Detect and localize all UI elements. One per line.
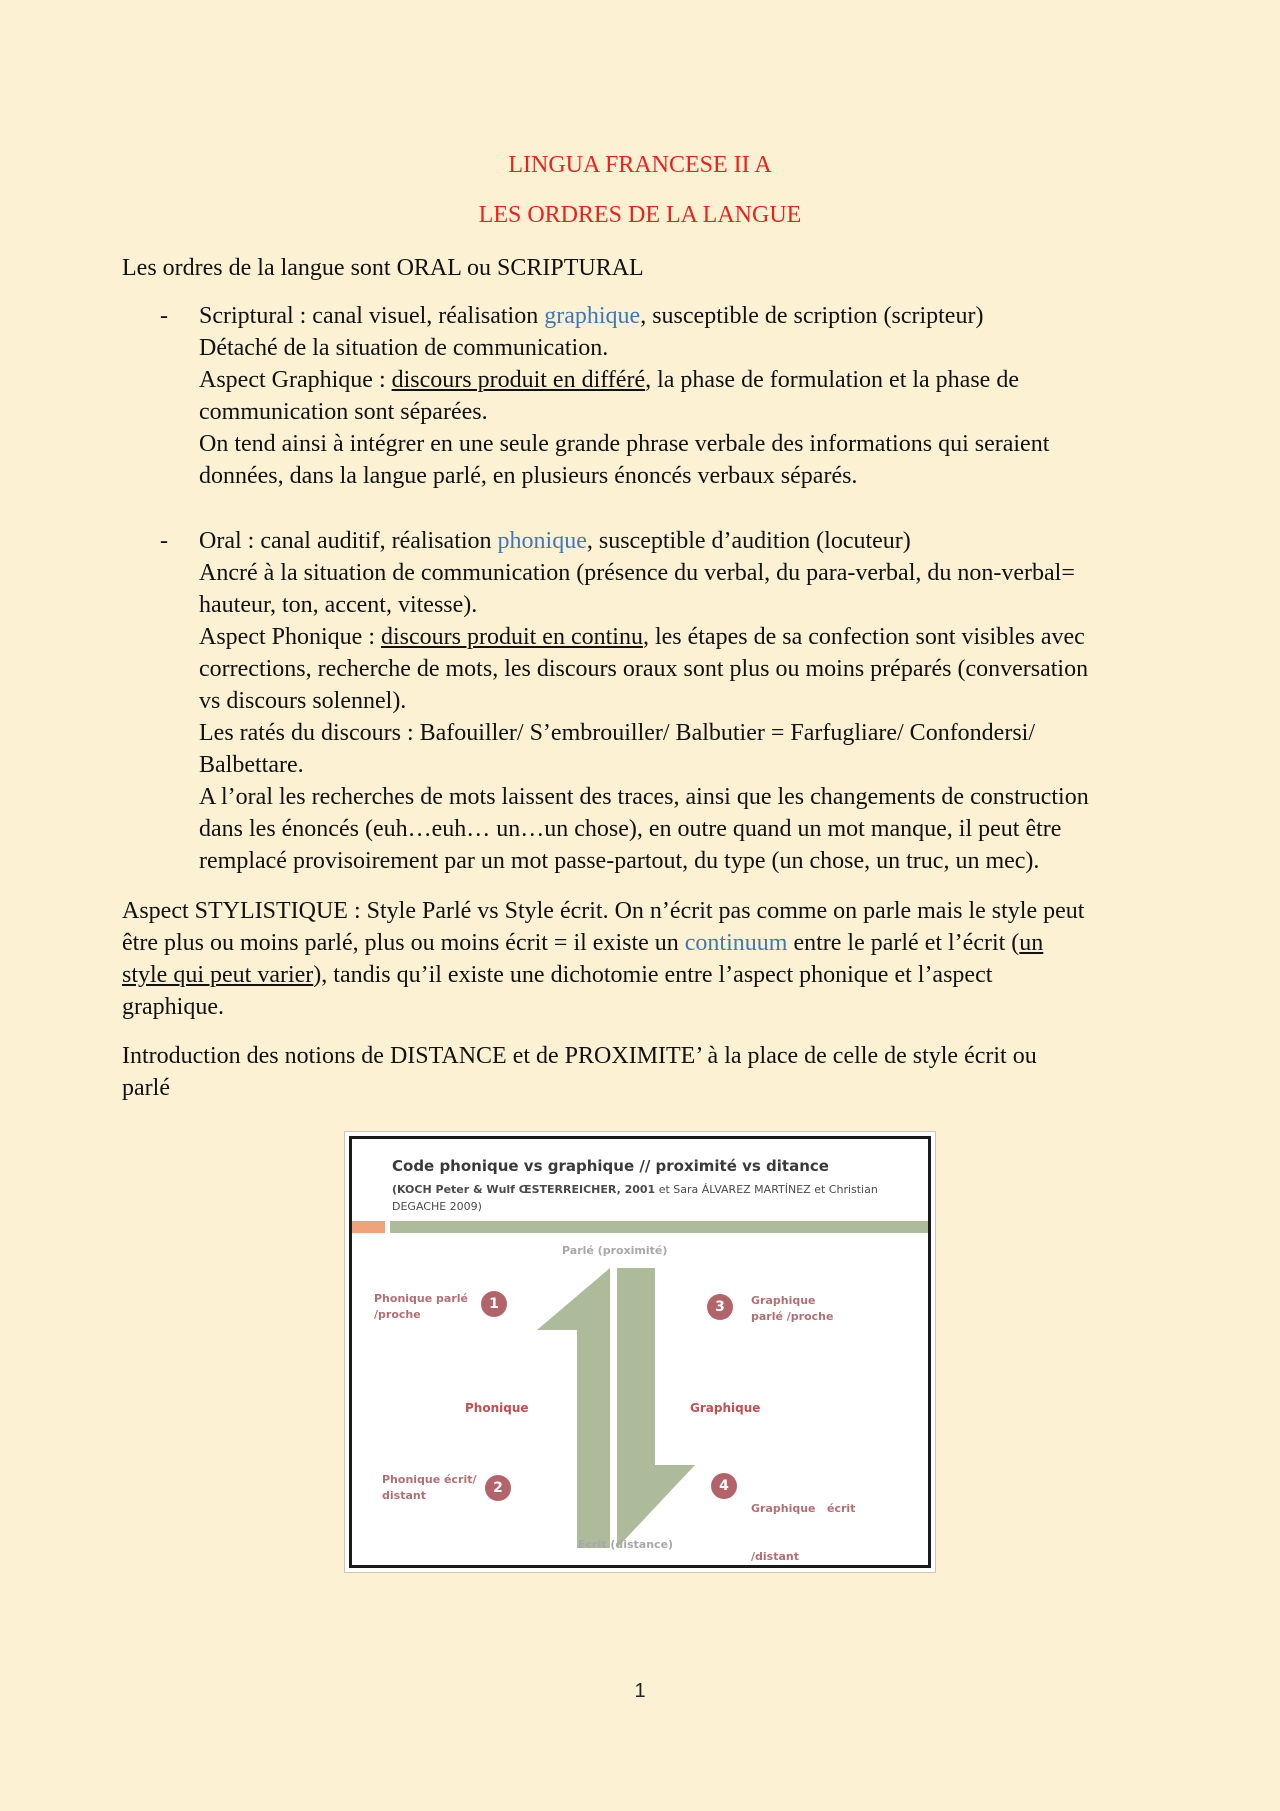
underlined-style-varier: style qui peut varier [122, 962, 314, 988]
diagram-frame [349, 1136, 931, 1568]
text-span: , la phase de formulation et la phase de [645, 367, 1019, 393]
text-span: , les étapes de sa confection sont visibles avec [642, 624, 1085, 650]
scriptural-bullet [199, 300, 1174, 492]
section-title: LES ORDRES DE LA LANGUE [478, 202, 802, 228]
q1-line-1: Phonique parlé [374, 1292, 468, 1305]
q2-line-2: distant [382, 1489, 426, 1502]
stylistique-line-3 [122, 959, 1172, 991]
text-span: , susceptible d’audition (locuteur) [586, 528, 911, 554]
oral-bullet [199, 525, 1174, 877]
scriptural-line-1 [199, 300, 1174, 332]
diagram-title: Code phonique vs graphique // proximité vs ditance [392, 1157, 829, 1175]
label-parle-proximite: Parlé (proximité) [562, 1244, 668, 1257]
number-badge-2: 2 [485, 1475, 511, 1501]
down-arrow-shape [617, 1268, 695, 1548]
scriptural-line-5: On tend ainsi à intégrer en une seule grande phrase verbale des informations qui seraient [199, 431, 1050, 457]
oral-line-9: A l’oral les recherches de mots laissent des traces, ainsi que les changements de construction [199, 784, 1089, 810]
scriptural-line-3 [199, 364, 1174, 396]
oral-line-3: hauteur, ton, accent, vitesse). [199, 592, 478, 618]
number-badge-1: 1 [481, 1291, 507, 1317]
q3-line-2: parlé /proche [751, 1310, 834, 1323]
oral-line-6: vs discours solennel). [199, 688, 407, 714]
stylistique-paragraph [122, 895, 1172, 1023]
up-arrow-shape [537, 1268, 610, 1548]
stylistique-line-2 [122, 927, 1172, 959]
citation-rest: et Sara ÁLVAREZ MARTÍNEZ et Christian [655, 1183, 878, 1196]
oral-line-4 [199, 621, 1174, 653]
scriptural-line-2: Détaché de la situation de communication. [199, 335, 609, 361]
text-span: entre le parlé et l’écrit ( [787, 930, 1020, 956]
diagram-figure [344, 1131, 936, 1573]
stylistique-line-1: Aspect STYLISTIQUE : Style Parlé vs Style écrit. On n’écrit pas comme on parle mais le style peut [122, 898, 1085, 924]
label-graphique-ecrit [751, 1469, 855, 1568]
oral-line-5: corrections, recherche de mots, les discours oraux sont plus ou moins préparés (conversation [199, 656, 1089, 682]
underlined-differe: discours produit en différé [391, 367, 646, 393]
intro-text: Les ordres de la langue sont ORAL ou SCRIPTURAL [122, 255, 644, 281]
label-phonique-ecrit [382, 1472, 477, 1504]
number-badge-3: 3 [707, 1294, 733, 1320]
oral-line-11: remplacé provisoirement par un mot passe-partout, du type (un chose, un truc, un mec). [199, 848, 1040, 874]
bullet-dash-oral: - [160, 528, 168, 554]
text-span: ), tandis qu’il existe une dichotomie entre l’aspect phonique et l’aspect [313, 962, 993, 988]
scriptural-line-4: communication sont séparées. [199, 399, 488, 425]
text-span: Oral : canal auditif, réalisation [199, 528, 498, 554]
q2-line-1: Phonique écrit/ [382, 1473, 477, 1486]
intro-paragraph [122, 252, 1172, 284]
introduction-line-1: Introduction des notions de DISTANCE et de PROXIMITE’ à la place de celle de style écrit ou [122, 1043, 1037, 1069]
scriptural-line-6: données, dans la langue parlé, en plusieurs énoncés verbaux séparés. [199, 463, 858, 489]
oral-line-1 [199, 525, 1174, 557]
label-phonique-parle [374, 1291, 468, 1323]
text-span: , susceptible de scription (scripteur) [640, 303, 984, 329]
highlight-continuum: continuum [684, 930, 788, 956]
number-badge-4: 4 [711, 1473, 737, 1499]
q3-line-1: Graphique [751, 1294, 816, 1307]
bullet-dash-scriptural: - [160, 303, 168, 329]
stylistique-line-4: graphique. [122, 994, 224, 1020]
oral-line-10: dans les énoncés (euh…euh… un…un chose), en outre quand un mot manque, il peut être [199, 816, 1062, 842]
q4-line-2: /distant [751, 1550, 799, 1563]
highlight-graphique: graphique [544, 303, 641, 329]
text-span: Aspect Phonique : [199, 624, 381, 650]
introduction-line-2: parlé [122, 1075, 170, 1101]
label-graphique-parle [751, 1293, 833, 1325]
page-number: 1 [634, 1680, 646, 1702]
citation-bold: (KOCH Peter & Wulf ŒSTERREICHER, 2001 [392, 1183, 656, 1196]
citation-year: DEGACHE 2009) [392, 1200, 482, 1213]
label-graphique: Graphique [690, 1401, 761, 1415]
text-span: Aspect Graphique : [199, 367, 392, 393]
label-phonique: Phonique [465, 1401, 529, 1415]
introduction-paragraph [122, 1040, 1172, 1104]
q1-line-2: /proche [374, 1308, 421, 1321]
oral-line-8: Balbettare. [199, 752, 304, 778]
highlight-phonique: phonique [497, 528, 587, 554]
text-span: Scriptural : canal visuel, réalisation [199, 303, 545, 329]
oral-line-2: Ancré à la situation de communication (présence du verbal, du para-verbal, du non-verbal= [199, 560, 1075, 586]
q4-line-1: Graphique écrit [751, 1502, 856, 1515]
underlined-continu: discours produit en continu [380, 624, 643, 650]
oral-line-7: Les ratés du discours : Bafouiller/ S’embrouiller/ Balbutier = Farfugliare/ Confondersi/ [199, 720, 1036, 746]
text-span: être plus ou moins parlé, plus ou moins écrit = il existe un [122, 930, 685, 956]
document-title: LINGUA FRANCESE II A [508, 152, 772, 178]
underlined-un: un [1019, 930, 1044, 956]
label-ecrit-distance: Ecrit (distance) [578, 1538, 674, 1551]
